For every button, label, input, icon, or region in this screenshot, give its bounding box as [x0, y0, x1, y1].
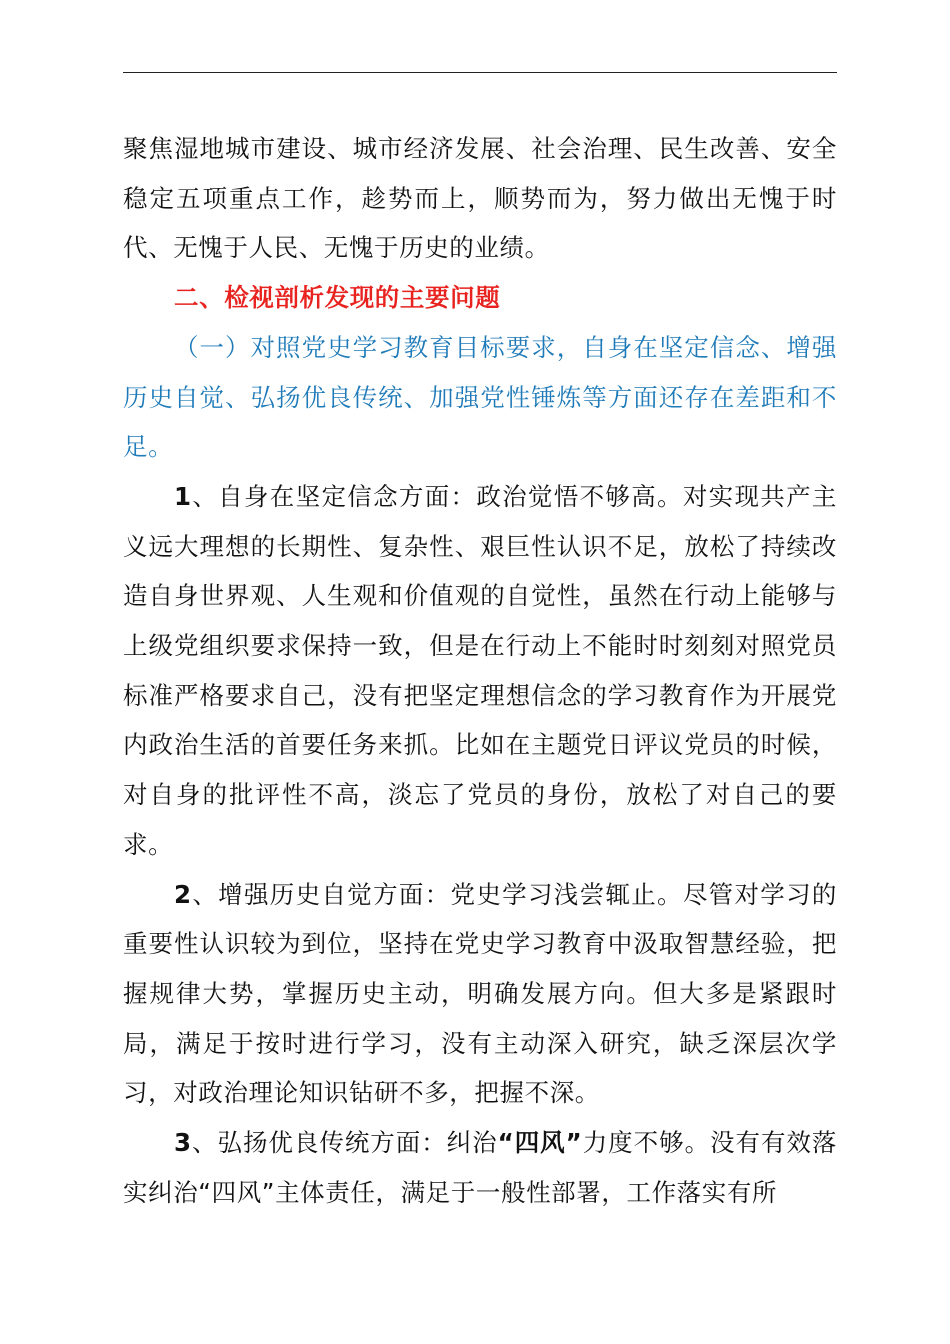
item-text: 、增强历史自觉方面：党史学习浅尝辄止。尽管对学习的重要性认识较为到位，坚持在党史学习教育中汲取智慧经验，把握规律大势，掌握历史主动，明确发展方向。但大多是紧跟时局，满足于按时进行学习，没有主动深入研究，缺乏深层次学习，对政治理论知识钻研不多，把握不深。: [123, 879, 837, 1108]
item-number: 1: [174, 481, 192, 511]
header-rule: [123, 72, 837, 73]
paragraph-intro: 聚焦湿地城市建设、城市经济发展、社会治理、民生改善、安全稳定五项重点工作，趁势而上，顺势而为，努力做出无愧于时代、无愧于人民、无愧于历史的业绩。: [123, 134, 837, 263]
paragraph-item-1: [123, 472, 837, 870]
paragraph-item-2: [123, 870, 837, 1119]
item-text: 、自身在坚定信念方面：政治觉悟不够高。对实现共产主义远大理想的长期性、复杂性、艰巨性认识不足，放松了持续改造自身世界观、人生观和价值观的自觉性，虽然在行动上能够与上级党组织要求保持一致，但是在行动上不能时时刻刻对照党员标准严格要求自己，没有把坚定理想信念的学习教育作为开展党内政治生活的首要任务来抓。比如在主题党日评议党员的时候，对自身的批评性不高，淡忘了党员的身份，放松了对自己的要求。: [123, 481, 837, 859]
document-body: [123, 124, 837, 1217]
item-text: 力度不够。没有有效落实纠治“四风”主体责任，满足于一般性部署，工作落实有所: [123, 1128, 838, 1207]
item-number: 2: [174, 879, 192, 909]
item-quote: “四风”: [497, 1128, 583, 1158]
section-heading: 二、检视剖析发现的主要问题: [174, 283, 501, 313]
item-text: 、弘扬优良传统方面：纠治: [191, 1128, 498, 1158]
subsection-heading: （一）对照党史学习教育目标要求，自身在坚定信念、增强历史自觉、弘扬优良传统、加强党性锤炼等方面还存在差距和不足。: [123, 332, 837, 462]
paragraph-item-3: [123, 1118, 837, 1217]
item-number: 3: [174, 1128, 192, 1158]
